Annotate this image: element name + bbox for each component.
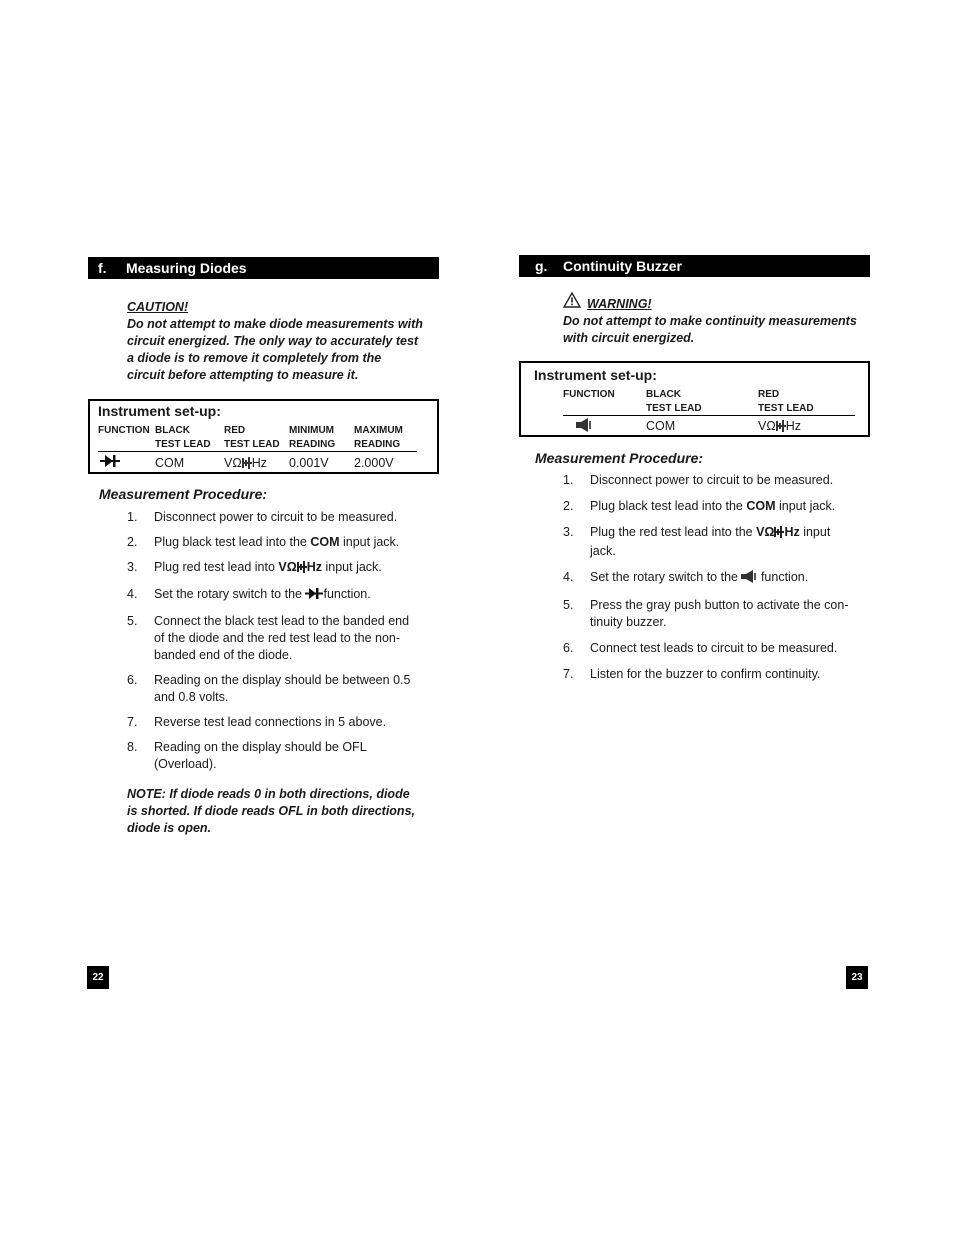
procedure-title: Measurement Procedure: bbox=[99, 486, 268, 502]
step-number: 4. bbox=[563, 570, 574, 584]
list-item bbox=[563, 524, 863, 560]
minimum-reading-value: 0.001V bbox=[289, 456, 329, 470]
list-item bbox=[127, 672, 427, 706]
list-item bbox=[127, 534, 427, 551]
step-number: 5. bbox=[563, 598, 574, 612]
step-number: 6. bbox=[127, 673, 138, 687]
step-text bbox=[590, 569, 863, 588]
list-item bbox=[127, 559, 427, 578]
step-text bbox=[154, 739, 427, 773]
procedure-title: Measurement Procedure: bbox=[535, 450, 704, 466]
step-number: 4. bbox=[127, 587, 138, 601]
warning-line: Do not attempt to make continuity measurements bbox=[563, 314, 857, 328]
note-line: NOTE: If diode reads 0 in both directions, diode bbox=[127, 787, 410, 801]
section-header-continuity-buzzer bbox=[519, 255, 870, 277]
section-title: Continuity Buzzer bbox=[563, 258, 682, 274]
step-text-part: Plug black test lead into the bbox=[154, 535, 311, 549]
step-line: and 0.8 volts. bbox=[154, 690, 229, 704]
warning-line: with circuit energized. bbox=[563, 331, 695, 345]
step-line: Connect the black test lead to the banded end bbox=[154, 614, 410, 628]
procedure-steps bbox=[127, 509, 427, 781]
step-text-part: input bbox=[799, 525, 831, 539]
red-lead-suffix: Hz bbox=[251, 456, 267, 470]
step-text bbox=[154, 534, 427, 551]
step-text-part: Set the rotary switch to the bbox=[154, 587, 306, 601]
step-text-part: input jack. bbox=[322, 560, 382, 574]
col-header-black-lead: BLACK TEST LEAD bbox=[155, 425, 211, 450]
list-item bbox=[127, 714, 427, 731]
step-line: Reading on the display should be between 0.5 bbox=[154, 673, 411, 687]
list-item bbox=[127, 586, 427, 605]
step-line: banded end of the diode. bbox=[154, 648, 293, 662]
note-block bbox=[127, 786, 427, 837]
col-header-function: FUNCTION bbox=[563, 389, 615, 400]
maximum-reading-value: 2.000V bbox=[354, 456, 394, 470]
list-item bbox=[563, 498, 863, 515]
step-number: 6. bbox=[563, 641, 574, 655]
step-text: Listen for the buzzer to confirm continuity. bbox=[590, 667, 821, 681]
step-number: 8. bbox=[127, 740, 138, 754]
col-header-function: FUNCTION bbox=[98, 425, 150, 436]
warning-label: WARNING! bbox=[587, 297, 652, 311]
red-lead-suffix: Hz bbox=[785, 419, 801, 433]
step-text bbox=[154, 672, 427, 706]
sound-wave-icon bbox=[297, 561, 307, 578]
note-line: diode is open. bbox=[127, 821, 212, 835]
caution-line: circuit energized. The only way to accurately test bbox=[127, 334, 419, 348]
buzzer-icon bbox=[576, 418, 592, 437]
col-header-red-lead: RED TEST LEAD bbox=[758, 389, 814, 414]
sound-wave-icon bbox=[776, 420, 786, 435]
step-line: (Overload). bbox=[154, 757, 217, 771]
section-title: Measuring Diodes bbox=[126, 260, 247, 276]
diode-icon bbox=[305, 587, 323, 605]
setup-title: Instrument set-up: bbox=[98, 403, 221, 419]
step-number: 3. bbox=[563, 525, 574, 539]
note-line: is shorted. If diode reads OFL in both directions, bbox=[127, 804, 415, 818]
com-jack-label: COM bbox=[310, 535, 340, 549]
step-text bbox=[154, 586, 427, 605]
caution-block bbox=[127, 299, 427, 384]
step-line: Press the gray push button to activate the con- bbox=[590, 598, 849, 612]
step-text: Disconnect power to circuit to be measured. bbox=[154, 510, 398, 524]
input-jack-label: VΩ bbox=[756, 525, 775, 539]
step-number: 3. bbox=[127, 560, 138, 574]
step-number: 5. bbox=[127, 614, 138, 628]
step-text-part: function. bbox=[323, 587, 371, 601]
input-jack-label: VΩ bbox=[278, 560, 297, 574]
step-text-part: Set the rotary switch to the bbox=[590, 570, 742, 584]
list-item bbox=[563, 569, 863, 588]
step-text-part: Plug the red test lead into the bbox=[590, 525, 757, 539]
step-text bbox=[590, 524, 863, 560]
red-lead-prefix: VΩ bbox=[758, 419, 776, 433]
step-line: of the diode and the red test lead to the non- bbox=[154, 631, 401, 645]
step-text-part: Plug red test lead into bbox=[154, 560, 279, 574]
diode-icon bbox=[100, 454, 120, 473]
section-letter: f. bbox=[98, 260, 107, 276]
com-jack-label: COM bbox=[746, 499, 776, 513]
caution-line: circuit before attempting to measure it. bbox=[127, 368, 359, 382]
list-item bbox=[563, 640, 863, 657]
step-text-part: Plug black test lead into the bbox=[590, 499, 747, 513]
step-text bbox=[590, 597, 863, 631]
black-lead-value: COM bbox=[155, 456, 185, 470]
step-number: 1. bbox=[563, 473, 574, 487]
step-number: 2. bbox=[563, 499, 574, 513]
step-text bbox=[154, 559, 427, 578]
list-item bbox=[127, 613, 427, 664]
list-item bbox=[127, 509, 427, 526]
col-header-black-lead: BLACK TEST LEAD bbox=[646, 389, 702, 414]
header-rule bbox=[98, 451, 417, 452]
list-item bbox=[127, 739, 427, 773]
caution-line: a diode is to remove it completely from the bbox=[127, 351, 382, 365]
col-header-minimum-reading: MINIMUM READING bbox=[289, 425, 336, 450]
warning-block bbox=[563, 313, 863, 347]
red-lead-value bbox=[224, 456, 267, 472]
step-number: 7. bbox=[563, 667, 574, 681]
input-jack-label: Hz bbox=[306, 560, 323, 574]
header-rule bbox=[563, 415, 855, 416]
col-header-maximum-reading: MAXIMUM READING bbox=[354, 425, 403, 450]
step-text: Disconnect power to circuit to be measured. bbox=[590, 473, 834, 487]
buzzer-icon bbox=[741, 570, 757, 588]
list-item bbox=[563, 472, 863, 489]
sound-wave-icon bbox=[774, 526, 784, 543]
input-jack-label: Hz bbox=[784, 525, 800, 539]
caution-line: Do not attempt to make diode measurements with bbox=[127, 317, 423, 331]
step-number: 2. bbox=[127, 535, 138, 549]
step-text-part: input jack. bbox=[339, 535, 400, 549]
setup-title: Instrument set-up: bbox=[534, 367, 657, 383]
caution-label: CAUTION! bbox=[127, 300, 189, 314]
list-item bbox=[563, 666, 863, 683]
step-line: Reading on the display should be OFL bbox=[154, 740, 367, 754]
step-number: 1. bbox=[127, 510, 138, 524]
step-text bbox=[590, 498, 863, 515]
procedure-steps bbox=[563, 472, 863, 692]
list-item bbox=[563, 597, 863, 631]
step-text-part: input jack. bbox=[775, 499, 836, 513]
step-text: Connect test leads to circuit to be measured. bbox=[590, 641, 838, 655]
section-letter: g. bbox=[535, 258, 548, 274]
step-text bbox=[154, 613, 427, 664]
red-lead-prefix: VΩ bbox=[224, 456, 242, 470]
red-lead-value bbox=[758, 419, 801, 435]
page-number-right: 23 bbox=[846, 966, 868, 989]
section-header-measuring-diodes bbox=[88, 257, 439, 279]
warning-triangle-icon bbox=[563, 292, 581, 313]
black-lead-value: COM bbox=[646, 419, 676, 433]
sound-wave-icon bbox=[242, 457, 252, 472]
instrument-setup-table bbox=[519, 361, 870, 437]
step-line: jack. bbox=[590, 544, 616, 558]
page-number-left: 22 bbox=[87, 966, 109, 989]
step-text-part: function. bbox=[757, 570, 809, 584]
step-text: Reverse test lead connections in 5 above. bbox=[154, 715, 387, 729]
col-header-red-lead: RED TEST LEAD bbox=[224, 425, 280, 450]
step-number: 7. bbox=[127, 715, 138, 729]
step-line: tinuity buzzer. bbox=[590, 615, 667, 629]
instrument-setup-table bbox=[88, 399, 439, 474]
